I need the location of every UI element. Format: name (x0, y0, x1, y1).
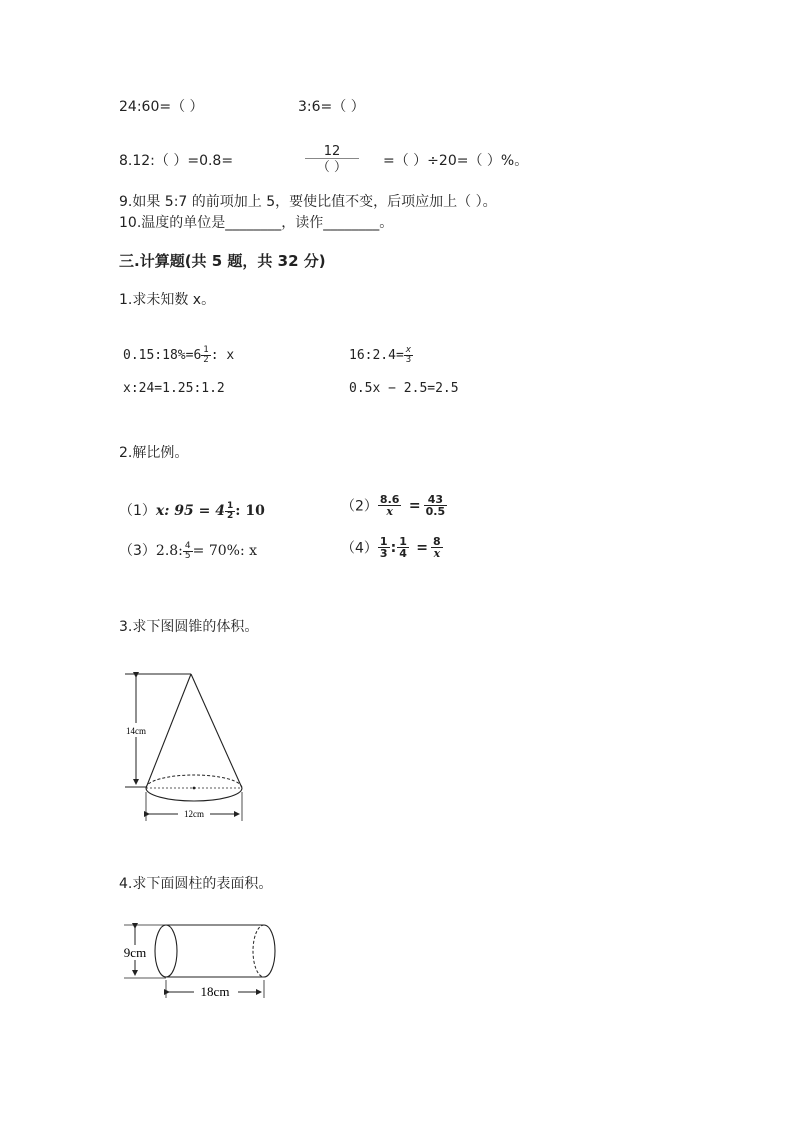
cone-left-edge (146, 674, 191, 788)
q8-frac-den: （ ） (305, 158, 359, 174)
q8-frac-num: 12 (323, 144, 341, 159)
q2-p4-eq: = (416, 539, 429, 556)
q1-eq2-a: 16:2.4= (349, 348, 404, 363)
cone-height-label: 14cm (126, 726, 146, 736)
cyl-right-face-front (264, 925, 275, 977)
q2-p2-right (424, 494, 448, 517)
q1-eq1-b: : x (210, 348, 235, 363)
q1-eq3: x:24=1.25:1.2 (123, 381, 225, 396)
q4-title: 4.求下面圆柱的表面积。 (119, 876, 273, 892)
cyl-left-face (155, 925, 177, 977)
q2-p3-frac (183, 542, 193, 561)
cylinder-figure (118, 918, 283, 1008)
q2-p1-frac-num: 1 (227, 500, 234, 511)
cyl-diameter-label: 9cm (123, 945, 147, 960)
q2-p4-label: （4） (341, 540, 378, 557)
q2-p1-label: （1） (119, 503, 156, 519)
cone-figure (118, 665, 253, 825)
q1-eq2 (349, 346, 413, 365)
q2-p1-frac-den: 2 (227, 510, 234, 521)
q2-p2-l-den: x (378, 505, 402, 517)
q1-eq1-a: 0.15:18%=6 (123, 348, 202, 363)
q1-eq1-frac (201, 346, 210, 365)
q2-p4-f2-den: 4 (399, 547, 407, 560)
q2-p1 (119, 500, 265, 521)
cone-base-back (146, 775, 242, 788)
q1-eq1 (123, 346, 234, 365)
q1-title: 1.求未知数 x。 (119, 292, 216, 308)
q1-eq2-frac-den: 3 (405, 355, 412, 365)
q2-p4-f1-den: 3 (379, 547, 388, 560)
q2-p3-a: 2.8: (155, 543, 183, 559)
cone-right-edge (191, 674, 242, 788)
q2-p2-left (378, 494, 402, 517)
cyl-length-label: 18cm (200, 984, 230, 999)
cone-center-dot (193, 787, 196, 790)
q2-p4-f1-num: 1 (379, 535, 388, 548)
q1-eq4: 0.5x − 2.5=2.5 (349, 381, 459, 396)
cone-diameter-label: 12cm (184, 809, 204, 819)
q2-p2-l-num: 8.6 (379, 493, 400, 506)
q10: 10.温度的单位是________，读作________。 (119, 215, 394, 231)
q7b: 3:6=（ ） (298, 99, 365, 115)
q2-p2-r-den: 0.5 (425, 505, 446, 518)
q2-p4-colon: : (390, 539, 397, 556)
q2-p3 (119, 540, 257, 561)
q2-p4-f3-den: x (431, 547, 443, 559)
q2-p1-b: : 10 (235, 503, 265, 519)
q3-title: 3.求下图圆锥的体积。 (119, 619, 259, 635)
q8-fraction (305, 145, 359, 174)
q2-p1-a: x: 95 = 4 (155, 503, 226, 519)
q2-p3-b: = 70%: x (192, 543, 258, 559)
q2-p2 (341, 494, 447, 517)
q1-eq2-frac-num: x (405, 345, 412, 355)
q2-p3-frac-num: 4 (184, 540, 191, 551)
section3-title: 三.计算题(共 5 题，共 32 分) (119, 252, 326, 270)
q2-p4 (341, 536, 443, 559)
q2-title: 2.解比例。 (119, 445, 189, 461)
q8-prefix: 8.12:（ ）=0.8= (119, 153, 234, 169)
q9: 9.如果 5:7 的前项加上 5，要使比值不变，后项应加上（ ）。 (119, 194, 497, 210)
q2-p4-f2-num: 1 (399, 535, 407, 548)
q2-p1-frac (225, 502, 235, 521)
q2-p2-r-num: 43 (427, 493, 444, 506)
q2-p4-f3 (431, 536, 443, 559)
q7a: 24:60=（ ） (119, 99, 204, 115)
cyl-right-face-back (253, 925, 264, 977)
q8-suffix: =（ ）÷20=（ ）%。 (383, 153, 529, 169)
q2-p2-eq: = (408, 497, 421, 514)
cone-base-front (146, 788, 242, 801)
q1-eq1-frac-num: 1 (203, 345, 209, 355)
q2-p2-label: （2） (341, 498, 378, 515)
q2-p3-frac-den: 5 (184, 550, 191, 561)
q1-eq1-frac-den: 2 (203, 355, 209, 365)
q2-p3-label: （3） (119, 543, 156, 559)
q2-p4-f2 (397, 536, 409, 559)
q1-eq2-frac (404, 346, 413, 365)
q2-p4-f1 (378, 536, 390, 559)
q2-p4-f3-num: 8 (433, 535, 441, 548)
